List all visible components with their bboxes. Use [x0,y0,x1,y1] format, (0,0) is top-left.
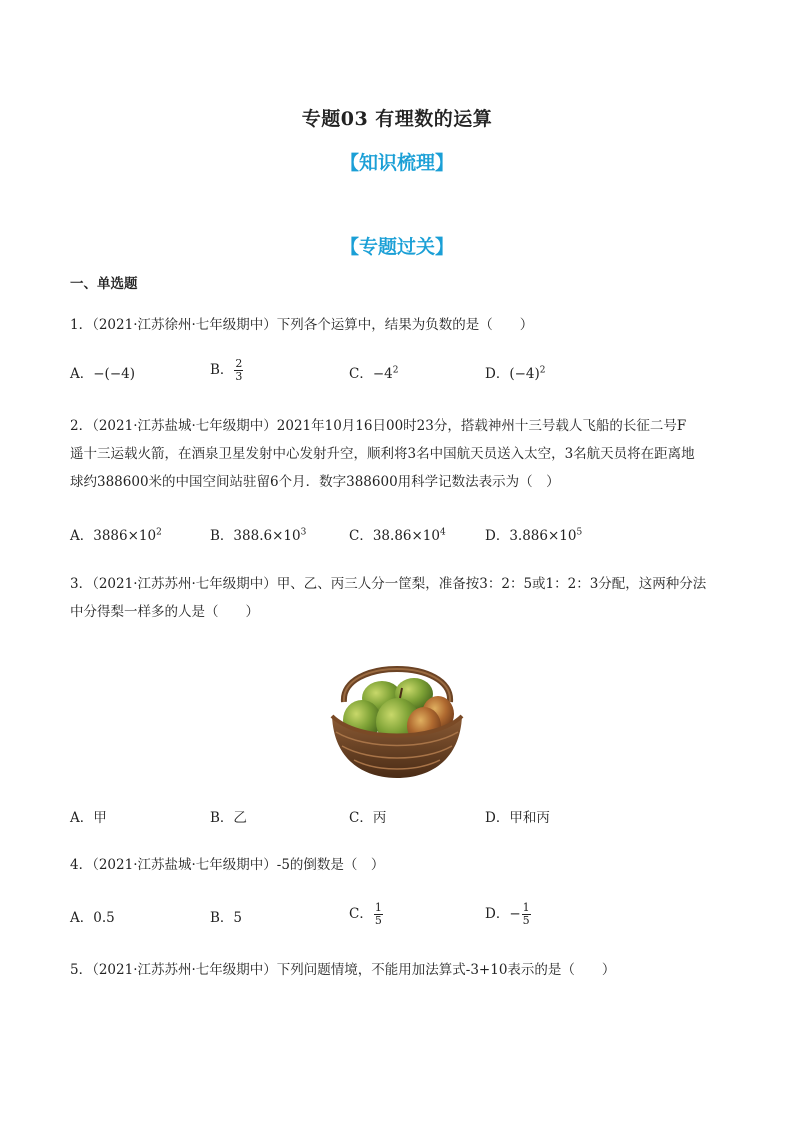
option-d: D．甲和丙 [485,810,550,826]
document-title: 专题03 有理数的运算 [301,108,493,130]
option-b: B． $\frac{2}{3}$ [210,357,243,383]
option-a: A．−(−4) [70,366,135,382]
question-2-options [70,524,670,552]
section-knowledge-heading: 【知识梳理】 [339,152,454,174]
stem-line: 遥十三运载火箭，在酒泉卫星发射中心发射升空，顺利将3名中国航天员送入太空，3名航天员将在距离地 [70,446,695,462]
question-4-options [70,902,670,930]
option-b: B．乙 [210,810,247,826]
question-3-options [70,806,670,834]
option-c: C．$-4^2$ [349,365,399,382]
option-d: D．$(-4)^2$ [485,365,546,382]
basket-of-pears-image [326,650,468,782]
option-a: A．$3886\times 10^2$ [70,527,162,544]
fraction: $\frac{1}{5}$ [522,901,530,927]
fraction: $\frac{1}{5}$ [374,901,382,927]
option-d: D．− $\frac{1}{5}$ [485,901,530,927]
option-c: C．$38.86\times 10^4$ [349,527,446,544]
option-a: A．0.5 [70,910,115,926]
single-choice-heading: 一、单选题 [70,276,138,292]
section-practice-heading: 【专题过关】 [339,236,454,258]
stem-line: 中分得梨一样多的人是（ ） [70,604,259,620]
option-b: B．5 [210,910,243,926]
question-3-stem [70,570,730,626]
option-a: A．甲 [70,810,107,826]
stem-line: 3．（2021·江苏苏州·七年级期中）甲、乙、丙三人分一筐梨，准备按3：2：5或1：2：3分配，这两种分法 [70,576,707,592]
option-b: B．$388.6\times 10^3$ [210,527,307,544]
question-5-stem: 5．（2021·江苏苏州·七年级期中）下列问题情境，不能用加法算式-3+10表示的是（ ） [70,962,616,978]
stem-line: 球约388600米的中国空间站驻留6个月．数字388600用科学记数法表示为（ ） [70,474,560,490]
question-4-stem: 4．（2021·江苏盐城·七年级期中）-5的倒数是（ ） [70,857,385,873]
option-d: D．$3.886\times 10^5$ [485,527,583,544]
question-1-options [70,357,670,390]
option-c: C．丙 [349,810,387,826]
question-2-stem [70,412,730,496]
fraction: $\frac{2}{3}$ [235,357,243,383]
option-c: C． $\frac{1}{5}$ [349,901,382,927]
question-1-stem: 1．（2021·江苏徐州·七年级期中）下列各个运算中，结果为负数的是（ ） [70,317,534,333]
stem-line: 2．（2021·江苏盐城·七年级期中）2021年10月16日00时23分，搭载神州十三号载人飞船的长征二号F [70,418,687,434]
